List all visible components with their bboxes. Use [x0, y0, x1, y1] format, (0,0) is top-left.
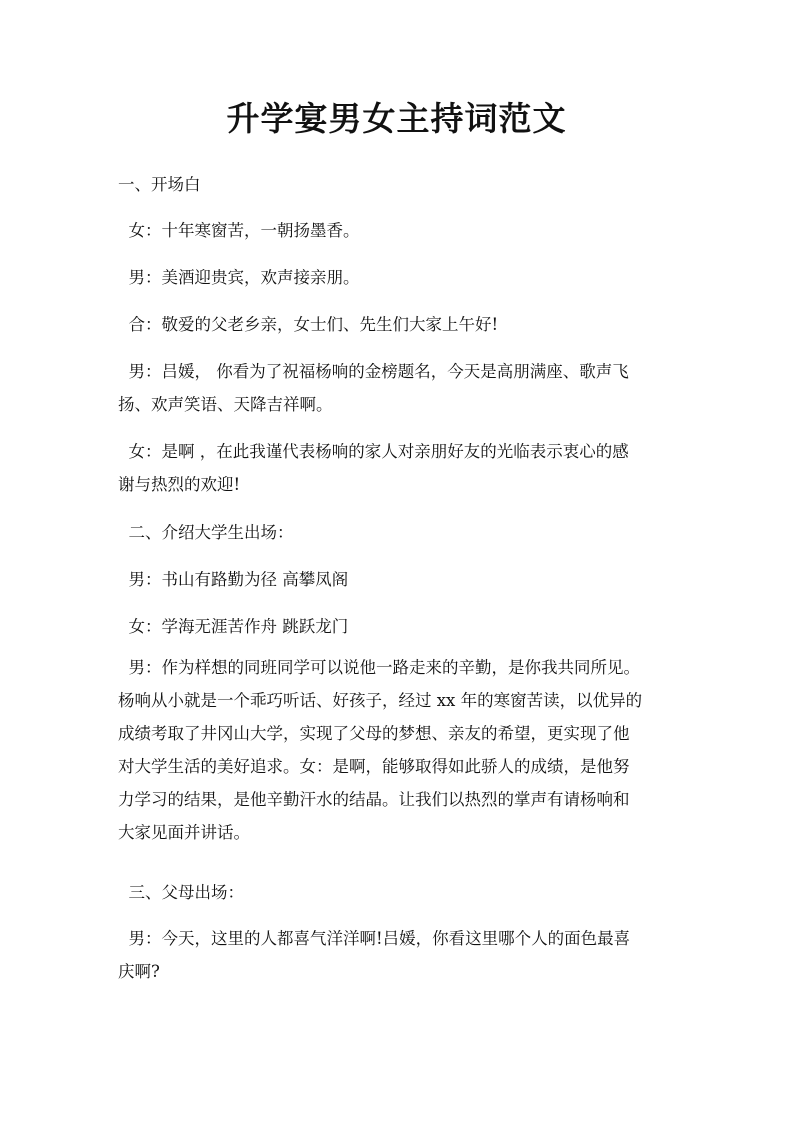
paragraph-line: 男：吕媛， 你看为了祝福杨响的金榜题名，今天是高朋满座、歌声飞: [118, 362, 629, 381]
paragraph-line: 对大学生活的美好追求。女：是啊，能够取得如此骄人的成绩，是他努: [118, 757, 630, 776]
paragraph-line: 女：学海无涯苦作舟 跳跃龙门: [118, 617, 349, 636]
paragraph-line: 大家见面并讲话。: [118, 823, 250, 842]
paragraph-line: 男：美酒迎贵宾，欢声接亲朋。: [118, 268, 360, 287]
paragraph-line: 合：敬爱的父老乡亲，女士们、先生们大家上午好!: [118, 315, 499, 334]
paragraph: [118, 214, 678, 247]
paragraph-line: 女：是啊 ，在此我谨代表杨响的家人对亲朋好友的光临表示衷心的感: [118, 442, 629, 461]
section-heading-introduce-student: [118, 516, 678, 549]
section-heading-parents: [118, 876, 678, 909]
paragraph-line: 二、介绍大学生出场：: [118, 523, 294, 542]
paragraph: [118, 435, 678, 501]
paragraph-line: 男：今天，这里的人都喜气洋洋啊!吕媛，你看这里哪个人的面色最喜: [118, 929, 631, 948]
paragraph-line: 庆啊?: [118, 962, 160, 981]
paragraph-line: 杨响从小就是一个乖巧听话、好孩子，经过 xx 年的寒窗苦读，以优异的: [118, 691, 643, 710]
paragraph-line: 女：十年寒窗苦，一朝扬墨香。: [118, 221, 360, 240]
paragraph-line: 力学习的结果，是他辛勤汗水的结晶。让我们以热烈的掌声有请杨响和: [118, 790, 630, 809]
paragraph-line: 男：书山有路勤为径 高攀凤阁: [118, 570, 349, 589]
paragraph-line: 三、父母出场：: [118, 883, 244, 902]
paragraph: [118, 610, 678, 643]
paragraph-line: 男：作为样想的同班同学可以说他一路走来的辛勤，是你我共同所见。: [118, 658, 640, 677]
paragraph: [118, 651, 678, 849]
paragraph: [118, 922, 678, 988]
paragraph-line: 一、开场白: [118, 175, 201, 194]
document-title: 升学宴男女主持词范文: [226, 99, 567, 138]
paragraph: [118, 355, 678, 421]
paragraph: [118, 308, 678, 341]
paragraph: [118, 563, 678, 596]
paragraph-line: 谢与热烈的欢迎!: [118, 475, 241, 494]
paragraph-line: 成绩考取了井冈山大学，实现了父母的梦想、亲友的希望，更实现了他: [118, 724, 630, 743]
paragraph-line: 扬、欢声笑语、天降吉祥啊。: [118, 395, 333, 414]
section-heading-opening: [118, 168, 678, 201]
paragraph: [118, 261, 678, 294]
